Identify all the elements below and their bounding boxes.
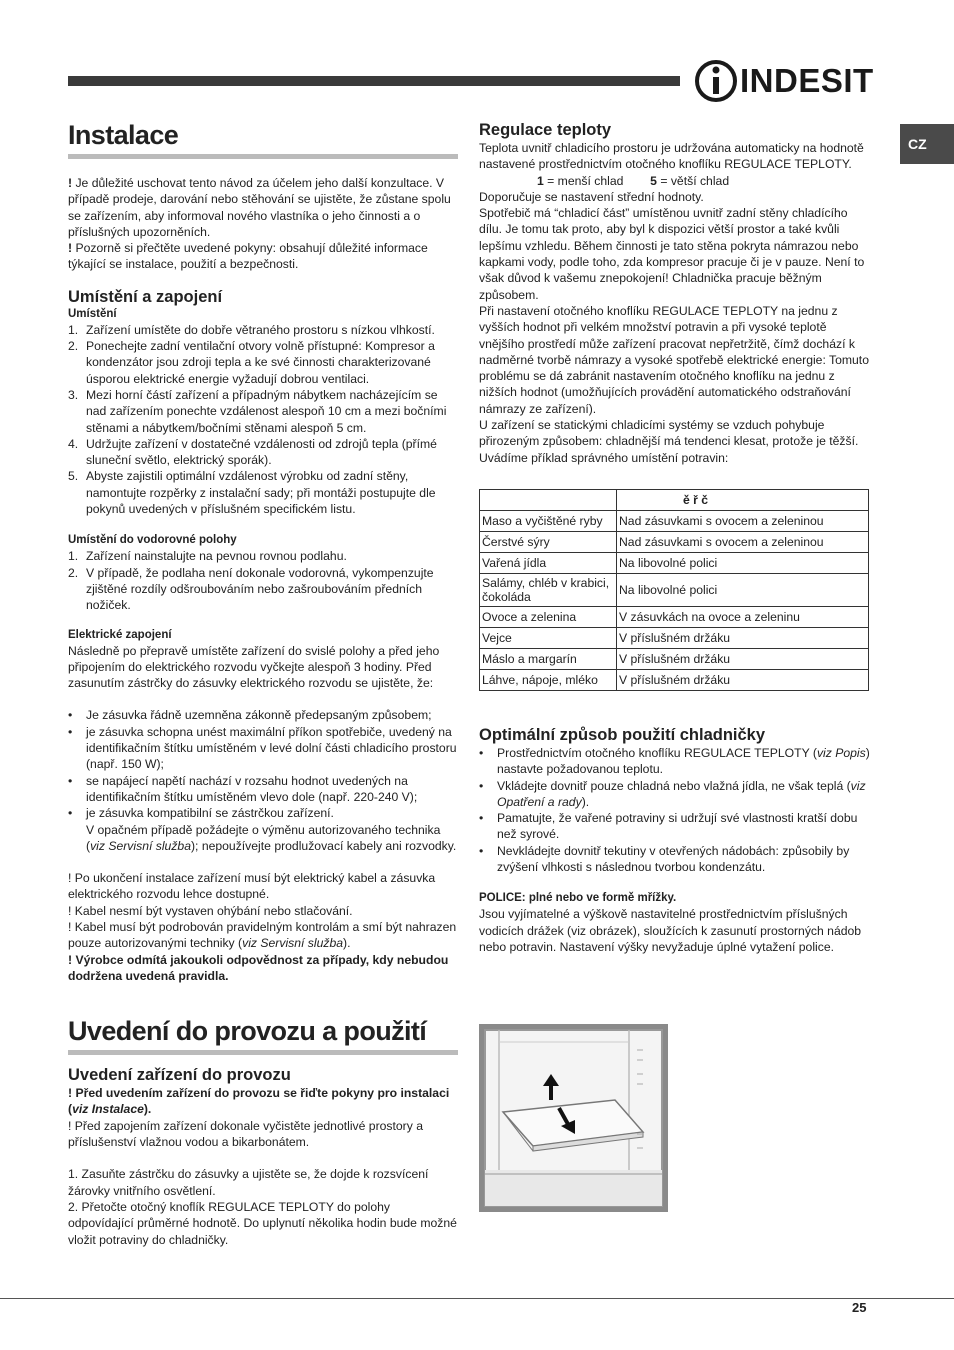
section-title-install: Instalace	[68, 120, 179, 150]
shelf-illustration	[479, 1024, 668, 1212]
table-row: Máslo a margarín V příslušném držáku	[480, 648, 869, 669]
list-item: • je zásuvka kompatibilní se zástrčkou zařízení. V opačném případě požádejte o výměnu autorizovaného technika (viz Servisní služba); nepoužívejte prodlužovací kabely ani rozvodky.	[68, 806, 457, 853]
right-column	[479, 118, 871, 955]
temp-paragraph-5: U zařízení se statickými chladicími systémy se vzduch pohybuje přirozeným způsobem: chladnější má tendenci klesat, protože je těžší. Uvádíme příklad správného umístění potravin:	[479, 418, 859, 465]
food-placement-table	[479, 489, 869, 691]
section-title-start: Uvedení do provozu a použití	[68, 1016, 427, 1047]
table-row: Láhve, nápoje, mléko V příslušném držáku	[480, 669, 869, 690]
fridge-shelf-image	[479, 1024, 668, 1212]
temp-paragraph-3: Spotřebič má “chladicí část” umístěnou uvnitř zadní stěny chladícího dílu. Je tomu tak proto, aby byl k dispozici větší prostor a také kvůli lepšímu vzhledu. Během činnosti je tato stěna pokryta námrazou nebo kapkami vody, podle toho, zda kompresor pracuje či je v pauze. Není to však důvod k vašemu znepokojení! Chladnička pracuje běžným způsobem.	[479, 206, 865, 302]
subheading-electric: Elektrické zapojení	[68, 628, 172, 641]
list-item: • Prostřednictvím otočného knoflíku REGULACE TEPLOTY (viz Popis) nastavte požadovanou teplotu.	[479, 745, 870, 777]
subheading-placement: Umístění	[68, 307, 117, 320]
heading-start: Uvedení zařízení do provozu	[68, 1066, 291, 1085]
indesit-logo	[694, 58, 872, 104]
subheading-shelves: POLICE: plné nebo ve formě mřížky.	[479, 892, 677, 905]
list-item: 4. Udržujte zařízení v dostatečné vzdálenosti od zdrojů tepla (přímé sluneční světlo, elektrický sporák).	[68, 436, 437, 468]
warning-4: ! Výrobce odmítá jakoukoli odpovědnost za případy, kdy nebudou dodržena uvedená pravidla.	[68, 952, 449, 983]
heading-placement: Umístění a zapojení	[68, 287, 223, 306]
electric-else-note: V opačném případě požádejte o výměnu autorizovaného technika (viz Servisní služba); nepoužívejte prodlužovací kabely ani rozvodky.	[86, 822, 457, 853]
warning-1: ! Po ukončení instalace zařízení musí být elektrický kabel a zásuvka elektrického rozvodu lehce dostupné.	[68, 871, 436, 902]
list-item: • Pamatujte, že vařené potraviny si udržují své vlastnosti kratší dobu než syrové.	[479, 811, 858, 842]
temp-paragraph-2: Doporučuje se nastavení střední hodnoty.	[479, 189, 704, 204]
footer-rule	[0, 1298, 954, 1299]
placement-list	[68, 322, 458, 518]
table-row: Ovoce a zelenina V zásuvkách na ovoce a zeleninu	[480, 606, 869, 627]
header-bar	[68, 76, 680, 86]
page-number: 25	[852, 1300, 867, 1315]
list-item: 2. V případě, že podlaha není dokonale vodorovná, vykompenzujte zjištěné rozdíly odšroubováním nebo zašroubováním předních nožiček.	[68, 565, 434, 613]
logo-i-icon	[694, 58, 738, 104]
table-row: Vejce V příslušném držáku	[480, 627, 869, 648]
list-item: 1. Zařízení umístěte do dobře větraného prostoru s nízkou vlhkostí.	[68, 322, 435, 337]
start-paragraph: ! Před zapojením zařízení dokonale vyčistěte jednotlivé prostory a příslušenství vlažnou vodou a bikarbonátem.	[68, 1118, 423, 1150]
table-header-cell: ě ř č	[617, 489, 869, 510]
brand-name: INDESIT	[740, 62, 874, 99]
table-row: Čerstvé sýry Nad zásuvkami s ovocem a zeleninou	[480, 531, 869, 552]
list-item: 1. Zařízení nainstalujte na pevnou rovnou podlahu.	[68, 549, 347, 564]
warning-2: ! Kabel nesmí být vystaven ohýbání nebo stlačování.	[68, 903, 353, 918]
heading-temperature: Regulace teploty	[479, 121, 612, 139]
electric-paragraph: Následně po přepravě umístěte zařízení do svislé polohy a před jeho připojením do elektrického rozvodu vyčkejte alespoň 3 hodiny. Před zasunutím zástrčky do zásuvky elektrického rozvodu se ujistěte, že:	[68, 643, 440, 691]
list-item: 5. Abyste zajistili optimální vzdálenost výrobku od zadní stěny, namontujte rozpěrky z instalační sady; při montáži postupujte dle pokynů uvedených v příslušném specifickém listu.	[68, 469, 436, 517]
optimal-use-bullets	[479, 745, 871, 875]
intro-paragraph-1: ! Je důležité uschovat tento návod za účelem jeho další konzultace. V případě prodeje, darování nebo stěhování se ujistěte, že zůstane spolu se zařízením, aby informoval nového vlastníka o jeho činnosti a o příslušných upozorněních.	[68, 176, 451, 239]
start-step-1: 1. Zasuňte zástrčku do zásuvky a ujistěte se, že dojde k rozsvícení žárovky vnitřního osvětlení.	[68, 1167, 429, 1198]
table-row: Vařená jídla Na libovolné polici	[480, 552, 869, 573]
electric-bullets	[68, 707, 458, 854]
left-column	[68, 118, 458, 1248]
heading-optimal-use: Optimální způsob použití chladničky	[479, 725, 766, 744]
table-row: Salámy, chléb v krabici, čokoláda Na libovolné polici	[480, 573, 869, 606]
list-item: • Vkládejte dovnitř pouze chladná nebo vlažná jídla, ne však teplá (viz Opatření a rady).	[479, 778, 866, 809]
subheading-level: Umístění do vodorovné polohy	[68, 534, 237, 547]
temp-paragraph-1: Teplota uvnitř chladicího prostoru je udržována automaticky na hodnotě nastavené prostřednictvím otočného knoflíku REGULACE TEPLOTY.	[479, 141, 864, 172]
table-header-row	[480, 489, 869, 510]
intro-paragraph-2: ! Pozorně si přečtěte uvedené pokyny: obsahují důležité informace týkající se instalace, použití a bezpečnosti.	[68, 241, 428, 272]
temp-paragraph-4: Při nastavení otočného knoflíku REGULACE TEPLOTY na jednu z vyšších hodnot při velkém množství potravin a při vysoké teplotě vnějšího prostředí může zařízení pracovat nepřetržitě, čímž dochází k nadměrné tvorbě námrazy a vysoké spotřebě elektrické energie: Tomuto problému se dá zabránit nastavením otočného knoflíku na jednu z nižších hodnot (umožňujících provádění automatického odstraňování námrazy ze zařízení).	[479, 303, 869, 416]
list-item: • Je zásuvka řádně uzemněna zákonně předepsaným způsobem;	[68, 708, 432, 723]
temp-scale: 1 = menší chlad 5 = větší chlad	[537, 173, 730, 188]
list-item: • se napájecí napětí nachází v rozsahu hodnot uvedených na identifikačním štítku umístěném vlevo dole (např. 220-240 V);	[68, 773, 418, 804]
list-item: 2. Ponechejte zadní ventilační otvory volně přístupné: Kompresor a kondenzátor jsou zdroji tepla a ke své činnosti charakterizované úsporou elektrické energie vyžadují dobrou ventilaci.	[68, 339, 435, 386]
start-step-2: 2. Přetočte otočný knoflík REGULACE TEPLOTY do polohy odpovídající průměrné hodnotě. Do uplynutí několika hodin bude možné vložit potraviny do chladničky.	[68, 1199, 457, 1247]
level-list	[68, 548, 458, 613]
warning-3: ! Kabel musí být podrobován pravidelným kontrolám a smí být nahrazen pouze autorizovanými techniky (viz Servisní služba).	[68, 919, 457, 951]
table-row: Maso a vyčištěné ryby Nad zásuvkami s ovocem a zeleninou	[480, 510, 869, 531]
list-item: 3. Mezi horní částí zařízení a případným nábytkem nacházejícím se nad zařízením ponechte vzdálenost alespoň 10 cm a mezi bočními stěnami a nábytkem/bočními stěnami alespoň 5 cm.	[68, 387, 447, 435]
list-item: • je zásuvka schopna unést maximální příkon spotřebiče, uvedený na identifikačním štítku umístěném v levé dolní části chladicího prostoru (např. 150 W);	[68, 724, 457, 772]
shelves-paragraph: Jsou vyjímatelné a výškově nastavitelné prostřednictvím příslušných vodicích drážek (viz obrázek), sloužících k zasunutí prostorných nádob nebo potravin. Nastavení výšky nevyžaduje úplné vytažení police.	[479, 907, 862, 954]
language-tab: CZ	[900, 124, 954, 164]
start-warning: ! Před uvedením zařízení do provozu se řiďte pokyny pro instalaci (viz Instalace).	[68, 1086, 450, 1117]
list-item: • Nevkládejte dovnitř tekutiny v otevřených nádobách: způsobily by zvýšení vlhkosti s následnou tvorbou kondenzátu.	[479, 843, 850, 875]
